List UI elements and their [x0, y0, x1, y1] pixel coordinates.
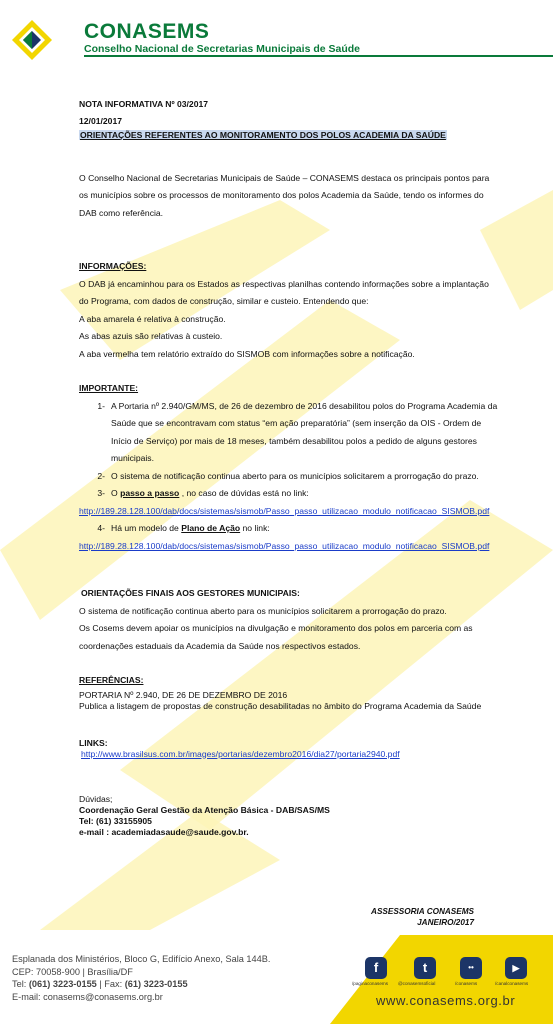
portaria-link[interactable]: http://www.brasilsus.com.br/images/portarias/dezembro2016/dia27/portaria2940.pdf — [81, 748, 400, 759]
list-text — [111, 485, 499, 503]
list-text-pre: O — [111, 488, 118, 498]
plano-de-acao-link[interactable]: http://189.28.128.100/dab/docs/sistemas/sismob/Passo_passo_utilizacao_modulo_notificacao_SISMOB.pdf — [79, 540, 490, 551]
footer-yellow-band — [330, 935, 553, 1024]
footer-address-block — [12, 953, 270, 1003]
info-line: O DAB já encaminhou para os Estados as respectivas planilhas contendo informações sobre a implantação do Programa, com dados de construção, similar e custeio. Entendendo que: — [79, 278, 489, 306]
document-body — [79, 96, 499, 838]
footer-fax-label: | Fax: — [99, 979, 123, 989]
list-number: 2- — [97, 470, 105, 481]
brand-name: CONASEMS — [84, 20, 210, 43]
signature-line: JANEIRO/2017 — [417, 918, 474, 927]
important-heading: IMPORTANTE: — [79, 383, 139, 393]
facebook-icon[interactable]: f — [365, 957, 387, 979]
links-heading: LINKS: — [79, 737, 108, 748]
nota-date: 12/01/2017 — [79, 115, 123, 126]
list-item — [79, 520, 499, 538]
info-line: A aba amarela é relativa à construção. — [79, 313, 226, 324]
list-text: O sistema de notificação continua aberto para os municípios solicitarem a prorrogação do prazo. — [111, 470, 479, 481]
final-line: Os Cosems devem apoiar os municípios na divulgação e monitoramento dos polos em parceria com as coordenações estaduais da Academia da Saúde nos respectivos estados. — [79, 623, 473, 651]
document-title-text: ORIENTAÇÕES REFERENTES AO MONITORAMENTO DOS POLOS ACADEMIA DA SAÚDE — [80, 129, 446, 140]
footer-tel: (061) 3223-0155 — [28, 979, 97, 989]
list-number: 3- — [97, 488, 105, 498]
passo-a-passo-link[interactable]: http://189.28.128.100/dab/docs/sistemas/sismob/Passo_passo_utilizacao_modulo_notificacao_SISMOB.pdf — [79, 505, 490, 516]
footer-email-label: E-mail: — [12, 991, 41, 1002]
youtube-label: /canalconasems — [495, 981, 529, 986]
footer-fax: (61) 3223-0155 — [124, 979, 188, 989]
footer-email: conasems@conasems.org.br — [43, 991, 163, 1002]
list-item — [79, 468, 499, 486]
footer-email-row — [12, 991, 270, 1004]
signature — [371, 906, 474, 928]
list-text: A Portaria nº 2.940/GM/MS, de 26 de dezembro de 2016 desabilitou polos do Programa Academia da Saúde que se encontravam com status “em ação preparatória” (sem inserção da OIS - Ordem de Início de Serviço) por mais de 18 meses, também desabilitou polos a pedido de alguns gestores municipais. — [111, 400, 498, 463]
final-heading: ORIENTAÇÕES FINAIS AOS GESTORES MUNICIPAIS: — [81, 588, 300, 598]
plano-de-acao-label: Plano de Ação — [181, 523, 241, 533]
footer-address: Esplanada dos Ministérios, Bloco G, Edifício Anexo, Sala 144B. — [12, 954, 271, 964]
list-item — [79, 485, 499, 503]
ref-line: PORTARIA Nº 2.940, DE 26 DE DEZEMBRO DE 2016 — [79, 689, 288, 700]
final-line: O sistema de notificação continua aberto para os municípios solicitarem a prorrogação do prazo. — [79, 605, 447, 616]
list-number: 1- — [97, 400, 105, 411]
info-line: As abas azuis são relativas à custeio. — [79, 331, 223, 341]
list-number: 4- — [97, 523, 105, 533]
facebook-label: /paginaconasems — [352, 981, 389, 986]
intro-paragraph: O Conselho Nacional de Secretarias Municipais de Saúde – CONASEMS destaca os principais pontos para os municípios sobre os processos de monitoramento dos polos Academia da Saúde, tendo os informes do DAB como referência. — [79, 172, 490, 218]
footer-website[interactable]: www.conasems.org.br — [376, 993, 516, 1008]
flickr-icon[interactable]: •• — [460, 957, 482, 979]
signature-line: ASSESSORIA CONASEMS — [371, 907, 474, 916]
list-text-pre: Há um modelo de — [111, 523, 179, 533]
list-text-post: no link: — [242, 523, 270, 533]
contact-email: e-mail : academiadasaude@saude.gov.br. — [79, 826, 249, 837]
footer-tel-label: Tel: — [12, 979, 27, 989]
brand-subtitle: Conselho Nacional de Secretarias Municipais de Saúde — [84, 43, 361, 55]
nota-number: NOTA INFORMATIVA Nº 03/2017 — [79, 99, 209, 109]
flickr-label: /conasems — [455, 981, 478, 986]
passo-a-passo-label: passo a passo — [120, 488, 180, 498]
contact-org: Coordenação Geral Gestão da Atenção Básica - DAB/SAS/MS — [79, 804, 330, 815]
list-item — [79, 398, 499, 468]
youtube-icon[interactable]: ▶ — [505, 957, 527, 979]
info-heading: INFORMAÇÕES: — [79, 261, 147, 271]
conasems-logo-icon — [12, 20, 52, 60]
contact-label: Dúvidas; — [79, 793, 113, 804]
twitter-label: @conasemsoficial — [398, 981, 436, 986]
footer-phone — [12, 978, 270, 991]
refs-heading: REFERÊNCIAS: — [79, 675, 144, 685]
list-text — [111, 520, 499, 538]
info-line: A aba vermelha tem relatório extraído do SISMOB com informações sobre a notificação. — [79, 348, 415, 359]
contact-tel: Tel: (61) 33155905 — [79, 815, 152, 826]
list-text-post: , no caso de dúvidas está no link: — [181, 488, 309, 498]
twitter-icon[interactable]: t — [414, 957, 436, 979]
document-title — [79, 128, 499, 142]
footer-cep: CEP: 70058-900 | Brasília/DF — [12, 966, 133, 977]
header-rule — [84, 55, 553, 57]
ref-line: Publica a listagem de propostas de construção desabilitadas no âmbito do Programa Academia da Saúde — [79, 700, 482, 711]
